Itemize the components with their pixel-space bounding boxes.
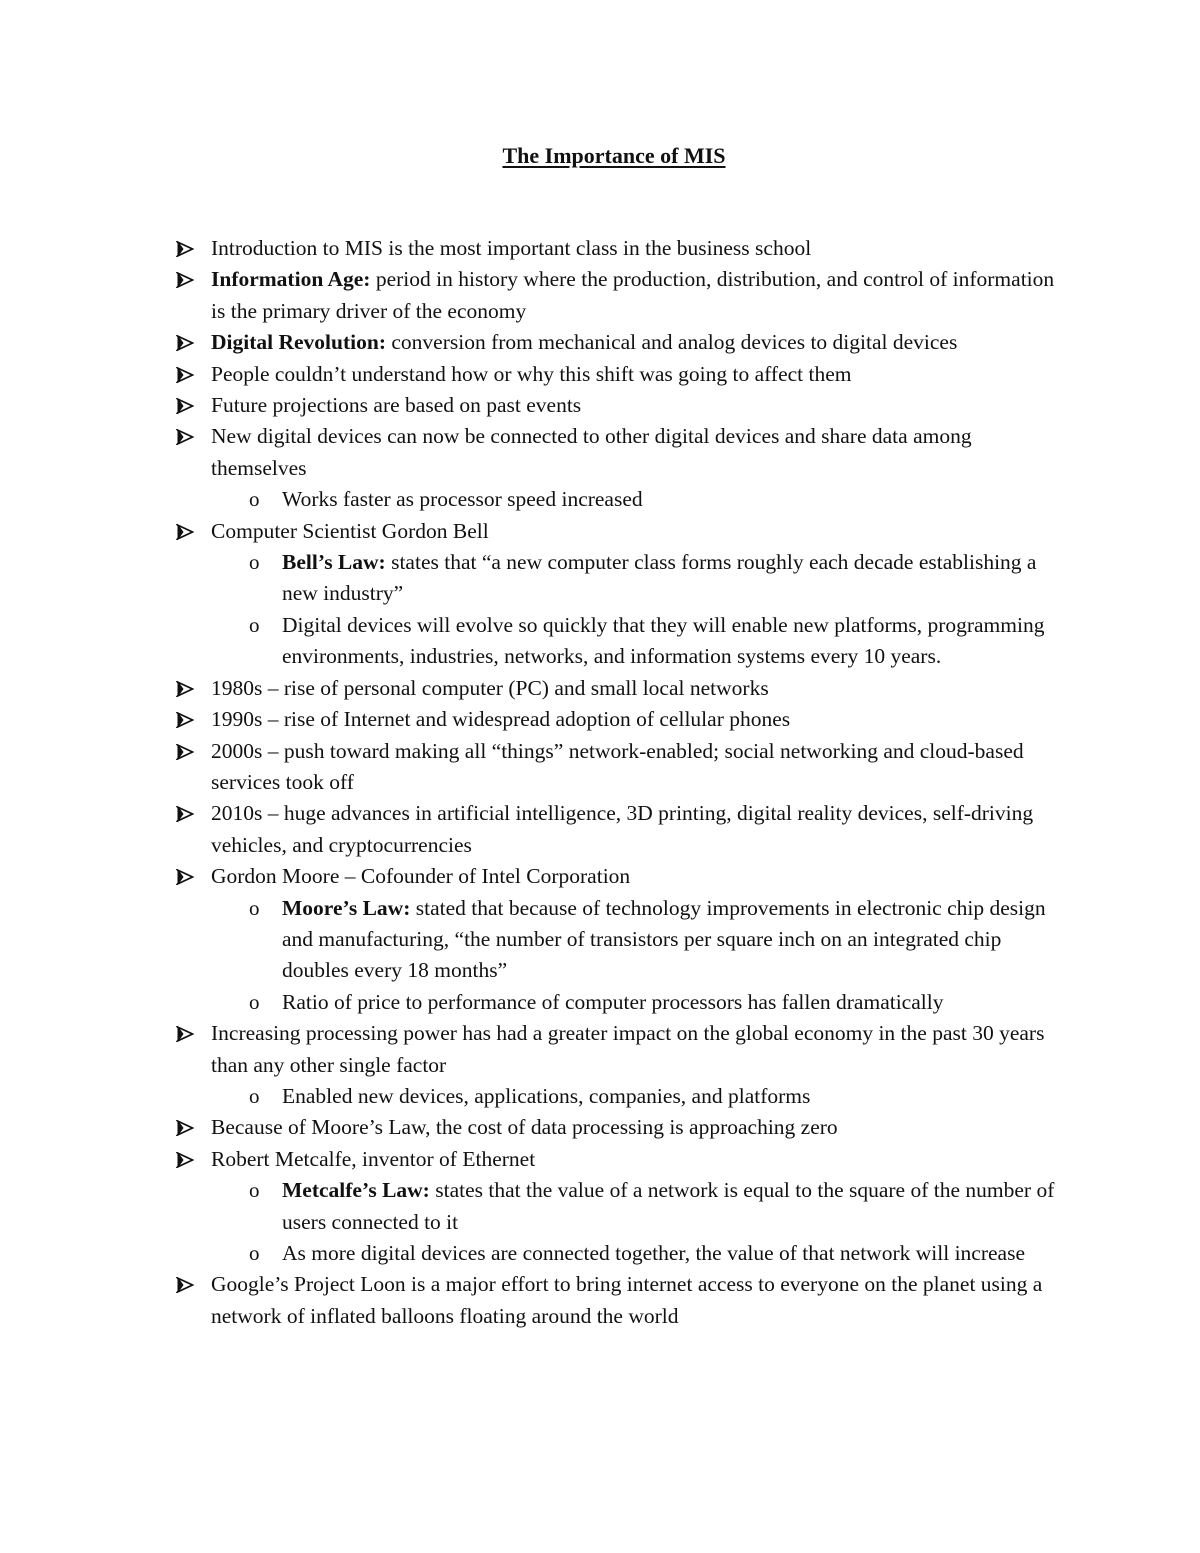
sub-list-item-text: states that “a new computer class forms roughly each decade establishing a new industry” [282,550,1037,606]
arrowhead-bullet-icon [176,327,198,358]
term-label: Digital Revolution: [211,330,386,355]
circle-o-bullet-icon: o [249,1178,260,1203]
circle-o-bullet-icon: o [249,1241,260,1265]
arrowhead-bullet-icon [176,861,198,892]
sub-list-item [211,1238,1064,1269]
sub-list-item-text: Enabled new devices, applications, companies, and platforms [282,1083,811,1108]
list-item [174,673,1064,704]
sub-list-item [211,610,1064,673]
sub-list-item [211,547,1064,610]
sub-list-item-text: states that the value of a network is equal to the square of the number of users connected to it [282,1178,1055,1234]
list-item-text: conversion from mechanical and analog devices to digital devices [385,330,958,355]
sub-list-item [211,1081,1064,1112]
list-item-text: People couldn’t understand how or why this shift was going to affect them [211,361,852,386]
list-item [174,736,1064,799]
list-item-text: New digital devices can now be connected to other digital devices and share data among themselves [211,424,972,480]
arrowhead-bullet-icon [176,1269,198,1300]
list-item [174,233,1064,264]
list-item [174,704,1064,735]
list-item [174,798,1064,861]
arrowhead-bullet-icon [176,233,198,264]
arrowhead-bullet-icon [176,421,198,452]
sub-list [211,1081,1064,1112]
list-item [174,264,1064,327]
list-item-text: Gordon Moore – Cofounder of Intel Corporation [211,864,631,889]
list-item-text: Introduction to MIS is the most important class in the business school [211,236,812,260]
list-item [174,390,1064,421]
arrowhead-bullet-icon [176,1112,198,1143]
list-item [174,861,1064,1018]
sub-list [211,547,1064,673]
list-item [174,1144,1064,1270]
circle-o-bullet-icon: o [249,1083,260,1108]
list-item-text: Future projections are based on past events [211,393,582,418]
arrowhead-bullet-icon [176,516,198,547]
list-item [174,421,1064,515]
term-label: Bell’s Law: [282,550,386,575]
term-label: Moore’s Law: [282,895,411,920]
list-item-text: Because of Moore’s Law, the cost of data processing is approaching zero [211,1115,838,1140]
sub-list-item-text: stated that because of technology improvements in electronic chip design and manufacturing, “the number of transistors per square inch on an integrated chip doubles every 18 months” [282,895,1046,983]
sub-list-item-text: Works faster as processor speed increased [282,487,643,512]
list-item-text: 2000s – push toward making all “things” network-enabled; social networking and cloud-based services took off [211,738,1024,794]
sub-list-item-text: Digital devices will evolve so quickly that they will enable new platforms, programming environments, industries, networks, and information systems every 10 years. [282,612,1045,669]
arrowhead-bullet-icon [176,359,198,390]
list-item-text: Increasing processing power has had a greater impact on the global economy in the past 30 years than any other single factor [211,1021,1045,1077]
sub-list-item-text: Ratio of price to performance of computer processors has fallen dramatically [282,989,944,1014]
circle-o-bullet-icon: o [249,989,260,1014]
page-title: The Importance of MIS [502,143,726,168]
term-label: Metcalfe’s Law: [282,1178,430,1203]
sub-list-item-text: As more digital devices are connected together, the value of that network will increase [282,1241,1025,1265]
arrowhead-bullet-icon [176,264,198,295]
list-item [174,1112,1064,1143]
sub-list [211,893,1064,1019]
arrowhead-bullet-icon [176,390,198,421]
list-item [174,359,1064,390]
list-item-text: Google’s Project Loon is a major effort to bring internet access to everyone on the planet using a network of inflated balloons floating around the world [211,1272,1043,1328]
notes-list [174,233,1064,1332]
list-item [174,1018,1064,1112]
circle-o-bullet-icon: o [249,550,260,575]
list-item-text: period in history where the production, distribution, and control of information is the primary driver of the economy [211,267,1055,323]
list-item [174,327,1064,358]
sub-list-item [211,893,1064,987]
term-label: Information Age: [211,267,371,292]
list-item-text: 1980s – rise of personal computer (PC) and small local networks [211,675,769,700]
list-item [174,1269,1064,1332]
sub-list-item [211,484,1064,515]
sub-list [211,484,1064,515]
list-item-text: 1990s – rise of Internet and widespread adoption of cellular phones [211,707,791,732]
arrowhead-bullet-icon [176,1018,198,1049]
circle-o-bullet-icon: o [249,895,260,920]
sub-list-item [211,1175,1064,1238]
arrowhead-bullet-icon [176,736,198,767]
list-item-text: Robert Metcalfe, inventor of Ethernet [211,1146,536,1171]
arrowhead-bullet-icon [176,798,198,829]
list-item-text: Computer Scientist Gordon Bell [211,518,489,543]
sub-list [211,1175,1064,1269]
list-item-text: 2010s – huge advances in artificial intelligence, 3D printing, digital reality devices, self-driving vehicles, and cryptocurrencies [211,801,1034,857]
circle-o-bullet-icon: o [249,612,260,637]
arrowhead-bullet-icon [176,673,198,704]
arrowhead-bullet-icon [176,704,198,735]
list-item [174,516,1064,673]
circle-o-bullet-icon: o [249,487,260,512]
sub-list-item [211,987,1064,1018]
arrowhead-bullet-icon [176,1144,198,1175]
